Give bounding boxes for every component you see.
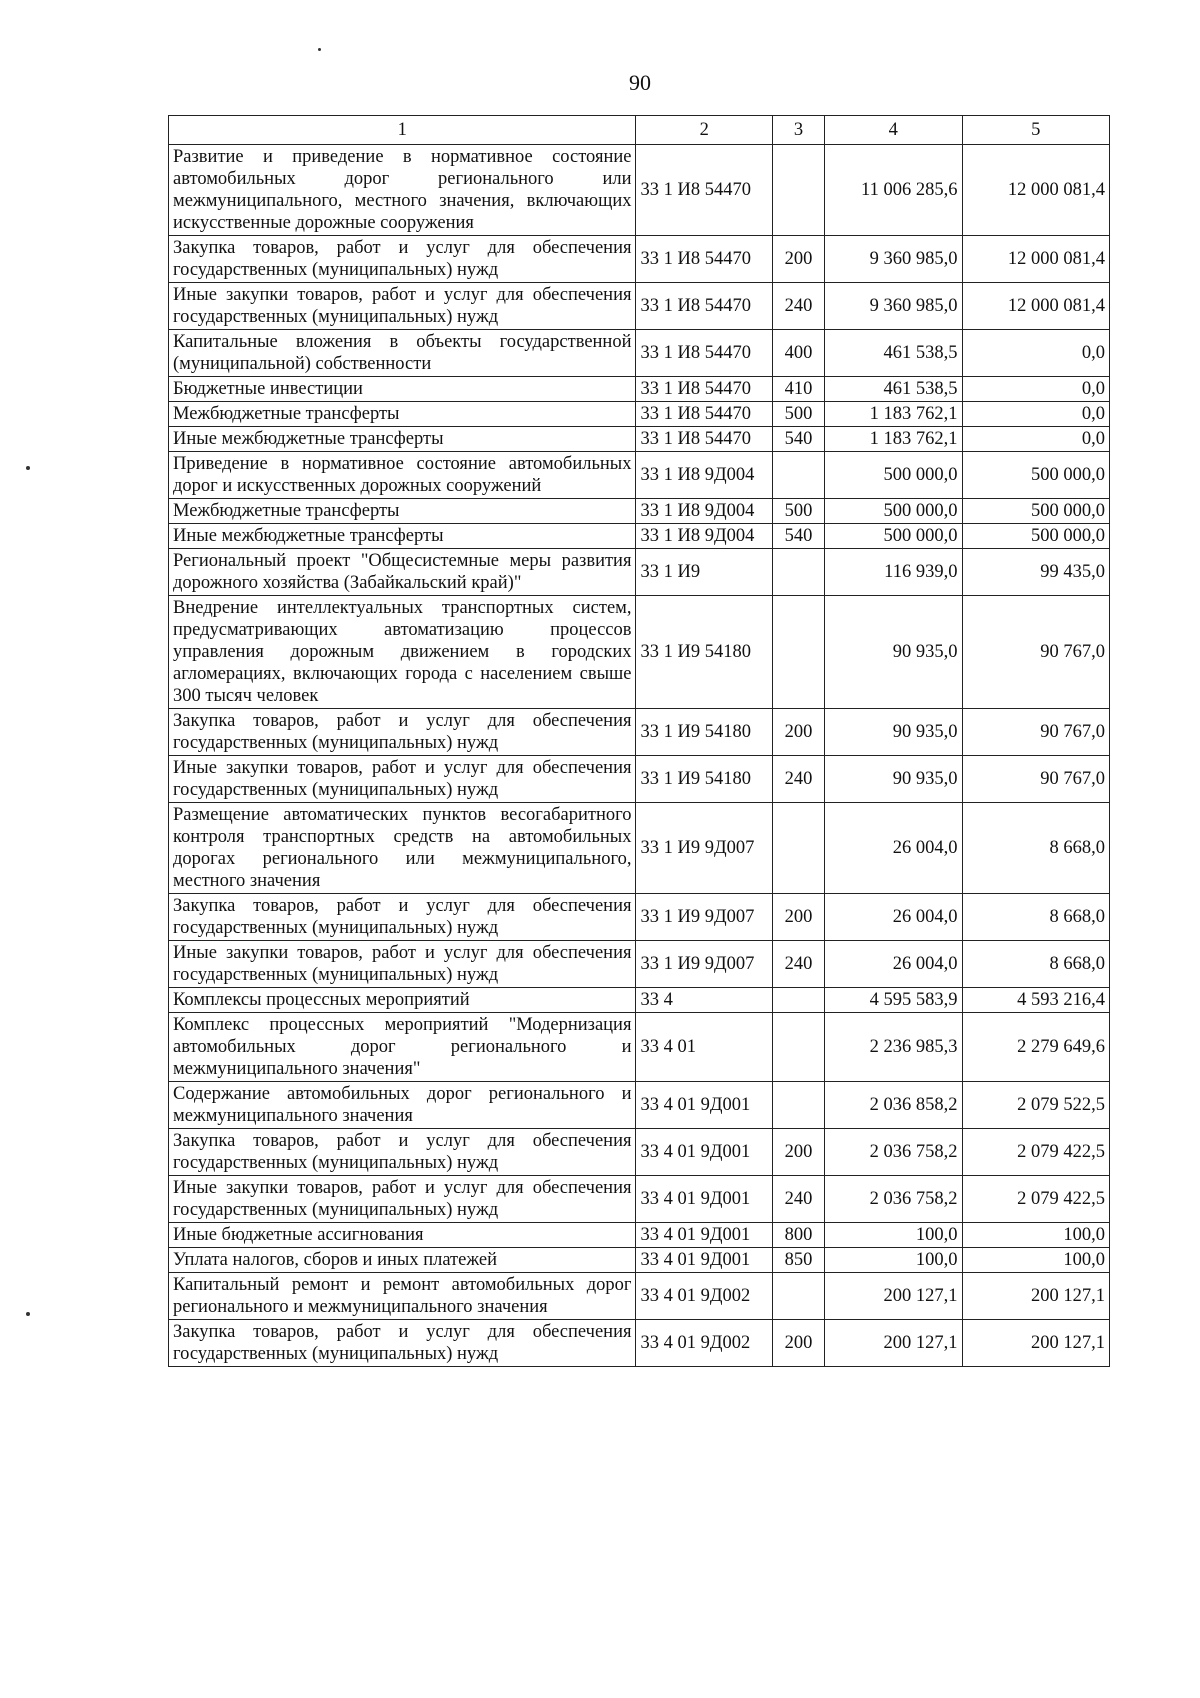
- row-name: Иные закупки товаров, работ и услуг для обеспечения государственных (муниципальных) нужд: [169, 1176, 636, 1223]
- row-target-code: 33 4 01: [636, 1013, 772, 1082]
- row-target-code: 33 1 И9 54180: [636, 596, 772, 709]
- header-col-4: 4: [825, 116, 962, 145]
- row-amount-year-1: 116 939,0: [825, 549, 962, 596]
- row-target-code: 33 4 01 9Д002: [636, 1273, 772, 1320]
- row-expense-type: [772, 596, 824, 709]
- row-expense-type: [772, 988, 824, 1013]
- row-name: Межбюджетные трансферты: [169, 402, 636, 427]
- row-target-code: 33 1 И9 9Д007: [636, 894, 772, 941]
- row-amount-year-1: 11 006 285,6: [825, 145, 962, 236]
- row-amount-year-1: 100,0: [825, 1248, 962, 1273]
- table-row: [169, 803, 1110, 894]
- row-amount-year-1: 1 183 762,1: [825, 402, 962, 427]
- row-amount-year-2: 2 079 522,5: [962, 1082, 1110, 1129]
- row-name: Приведение в нормативное состояние автомобильных дорог и искусственных дорожных сооружений: [169, 452, 636, 499]
- table-row: [169, 377, 1110, 402]
- row-target-code: 33 1 И9 54180: [636, 756, 772, 803]
- row-amount-year-2: 0,0: [962, 330, 1110, 377]
- row-target-code: 33 4 01 9Д001: [636, 1248, 772, 1273]
- row-amount-year-1: 2 036 758,2: [825, 1129, 962, 1176]
- table-row: [169, 1320, 1110, 1367]
- row-amount-year-1: 90 935,0: [825, 756, 962, 803]
- row-expense-type: 540: [772, 427, 824, 452]
- row-amount-year-2: 4 593 216,4: [962, 988, 1110, 1013]
- row-amount-year-2: 500 000,0: [962, 452, 1110, 499]
- table-row: [169, 1176, 1110, 1223]
- row-expense-type: [772, 145, 824, 236]
- row-target-code: 33 1 И9 9Д007: [636, 941, 772, 988]
- row-name: Закупка товаров, работ и услуг для обеспечения государственных (муниципальных) нужд: [169, 709, 636, 756]
- row-name: Межбюджетные трансферты: [169, 499, 636, 524]
- row-name: Иные межбюджетные трансферты: [169, 427, 636, 452]
- row-target-code: 33 1 И8 54470: [636, 427, 772, 452]
- row-expense-type: 240: [772, 283, 824, 330]
- row-expense-type: 200: [772, 236, 824, 283]
- row-expense-type: 400: [772, 330, 824, 377]
- table-row: [169, 427, 1110, 452]
- row-name: Закупка товаров, работ и услуг для обеспечения государственных (муниципальных) нужд: [169, 1129, 636, 1176]
- row-amount-year-1: 100,0: [825, 1223, 962, 1248]
- table-row: [169, 145, 1110, 236]
- row-amount-year-2: 90 767,0: [962, 756, 1110, 803]
- row-target-code: 33 1 И8 9Д004: [636, 499, 772, 524]
- row-target-code: 33 1 И8 54470: [636, 283, 772, 330]
- row-name: Иные бюджетные ассигнования: [169, 1223, 636, 1248]
- row-amount-year-2: 12 000 081,4: [962, 236, 1110, 283]
- row-amount-year-2: 500 000,0: [962, 499, 1110, 524]
- row-name: Иные закупки товаров, работ и услуг для обеспечения государственных (муниципальных) нужд: [169, 941, 636, 988]
- row-amount-year-2: 200 127,1: [962, 1320, 1110, 1367]
- table-row: [169, 524, 1110, 549]
- row-amount-year-1: 2 236 985,3: [825, 1013, 962, 1082]
- row-amount-year-1: 200 127,1: [825, 1273, 962, 1320]
- row-amount-year-2: 2 079 422,5: [962, 1129, 1110, 1176]
- table-row: [169, 988, 1110, 1013]
- row-target-code: 33 4 01 9Д001: [636, 1223, 772, 1248]
- row-expense-type: 240: [772, 1176, 824, 1223]
- row-target-code: 33 1 И9 9Д007: [636, 803, 772, 894]
- table-row: [169, 756, 1110, 803]
- row-expense-type: 200: [772, 1320, 824, 1367]
- row-amount-year-1: 1 183 762,1: [825, 427, 962, 452]
- table-row: [169, 1273, 1110, 1320]
- table-row: [169, 1082, 1110, 1129]
- row-target-code: 33 4: [636, 988, 772, 1013]
- row-target-code: 33 4 01 9Д001: [636, 1129, 772, 1176]
- row-amount-year-2: 100,0: [962, 1248, 1110, 1273]
- row-amount-year-2: 99 435,0: [962, 549, 1110, 596]
- row-amount-year-1: 500 000,0: [825, 524, 962, 549]
- row-expense-type: 800: [772, 1223, 824, 1248]
- row-amount-year-1: 500 000,0: [825, 452, 962, 499]
- table-header: [169, 116, 1110, 145]
- row-name: Размещение автоматических пунктов весогабаритного контроля транспортных средств на автомобильных дорогах регионального или межмуниципального, местного значения: [169, 803, 636, 894]
- row-target-code: 33 4 01 9Д002: [636, 1320, 772, 1367]
- row-expense-type: 240: [772, 941, 824, 988]
- row-name: Закупка товаров, работ и услуг для обеспечения государственных (муниципальных) нужд: [169, 1320, 636, 1367]
- row-name: Закупка товаров, работ и услуг для обеспечения государственных (муниципальных) нужд: [169, 236, 636, 283]
- row-name: Иные закупки товаров, работ и услуг для обеспечения государственных (муниципальных) нужд: [169, 756, 636, 803]
- table-row: [169, 941, 1110, 988]
- table-row: [169, 236, 1110, 283]
- table-row: [169, 402, 1110, 427]
- table-row: [169, 499, 1110, 524]
- row-name: Комплексы процессных мероприятий: [169, 988, 636, 1013]
- header-col-5: 5: [962, 116, 1110, 145]
- table-body: [169, 145, 1110, 1367]
- header-col-3: 3: [772, 116, 824, 145]
- row-amount-year-1: 9 360 985,0: [825, 236, 962, 283]
- row-amount-year-2: 12 000 081,4: [962, 145, 1110, 236]
- row-target-code: 33 1 И9: [636, 549, 772, 596]
- row-target-code: 33 1 И8 54470: [636, 402, 772, 427]
- table-row: [169, 1129, 1110, 1176]
- row-amount-year-2: 90 767,0: [962, 709, 1110, 756]
- row-amount-year-1: 461 538,5: [825, 330, 962, 377]
- row-amount-year-1: 90 935,0: [825, 709, 962, 756]
- row-amount-year-1: 2 036 858,2: [825, 1082, 962, 1129]
- row-amount-year-1: 2 036 758,2: [825, 1176, 962, 1223]
- table-row: [169, 330, 1110, 377]
- row-name: Закупка товаров, работ и услуг для обеспечения государственных (муниципальных) нужд: [169, 894, 636, 941]
- row-expense-type: 240: [772, 756, 824, 803]
- row-amount-year-1: 461 538,5: [825, 377, 962, 402]
- row-expense-type: [772, 803, 824, 894]
- row-amount-year-2: 90 767,0: [962, 596, 1110, 709]
- row-expense-type: 500: [772, 499, 824, 524]
- row-amount-year-2: 0,0: [962, 402, 1110, 427]
- row-amount-year-2: 200 127,1: [962, 1273, 1110, 1320]
- row-amount-year-2: 0,0: [962, 377, 1110, 402]
- row-expense-type: 410: [772, 377, 824, 402]
- row-amount-year-1: 26 004,0: [825, 941, 962, 988]
- scan-speck: [26, 466, 30, 470]
- row-amount-year-1: 4 595 583,9: [825, 988, 962, 1013]
- row-amount-year-2: 8 668,0: [962, 894, 1110, 941]
- row-target-code: 33 4 01 9Д001: [636, 1176, 772, 1223]
- page-number: 90: [629, 70, 651, 95]
- row-name: Развитие и приведение в нормативное состояние автомобильных дорог регионального или межмуниципального, местного значения, включающих искусственные дорожные сооружения: [169, 145, 636, 236]
- row-target-code: 33 1 И9 54180: [636, 709, 772, 756]
- row-expense-type: 200: [772, 709, 824, 756]
- row-amount-year-1: 90 935,0: [825, 596, 962, 709]
- scan-speck: [318, 48, 321, 51]
- table-row: [169, 549, 1110, 596]
- row-name: Уплата налогов, сборов и иных платежей: [169, 1248, 636, 1273]
- row-target-code: 33 1 И8 54470: [636, 145, 772, 236]
- row-amount-year-2: 8 668,0: [962, 941, 1110, 988]
- row-amount-year-1: 9 360 985,0: [825, 283, 962, 330]
- row-expense-type: [772, 549, 824, 596]
- row-expense-type: [772, 1082, 824, 1129]
- row-target-code: 33 1 И8 9Д004: [636, 524, 772, 549]
- row-target-code: 33 4 01 9Д001: [636, 1082, 772, 1129]
- scan-speck: [26, 1312, 30, 1316]
- row-amount-year-2: 12 000 081,4: [962, 283, 1110, 330]
- row-expense-type: 850: [772, 1248, 824, 1273]
- row-expense-type: 200: [772, 1129, 824, 1176]
- table-row: [169, 596, 1110, 709]
- row-target-code: 33 1 И8 9Д004: [636, 452, 772, 499]
- table-row: [169, 1013, 1110, 1082]
- row-amount-year-2: 500 000,0: [962, 524, 1110, 549]
- row-expense-type: [772, 1013, 824, 1082]
- budget-table: [168, 115, 1110, 1367]
- row-target-code: 33 1 И8 54470: [636, 330, 772, 377]
- row-expense-type: [772, 1273, 824, 1320]
- row-name: Содержание автомобильных дорог регионального и межмуниципального значения: [169, 1082, 636, 1129]
- row-expense-type: [772, 452, 824, 499]
- row-amount-year-2: 100,0: [962, 1223, 1110, 1248]
- row-name: Региональный проект "Общесистемные меры развития дорожного хозяйства (Забайкальский край)": [169, 549, 636, 596]
- row-name: Иные закупки товаров, работ и услуг для обеспечения государственных (муниципальных) нужд: [169, 283, 636, 330]
- row-name: Комплекс процессных мероприятий "Модернизация автомобильных дорог регионального и межмуниципального значения": [169, 1013, 636, 1082]
- row-target-code: 33 1 И8 54470: [636, 236, 772, 283]
- row-target-code: 33 1 И8 54470: [636, 377, 772, 402]
- header-col-1: 1: [169, 116, 636, 145]
- row-amount-year-2: 0,0: [962, 427, 1110, 452]
- row-name: Бюджетные инвестиции: [169, 377, 636, 402]
- row-amount-year-1: 200 127,1: [825, 1320, 962, 1367]
- table-row: [169, 894, 1110, 941]
- row-name: Внедрение интеллектуальных транспортных систем, предусматривающих автоматизацию процессов управления дорожным движением в городских агломерациях, включающих города с населением свыше 300 тысяч человек: [169, 596, 636, 709]
- row-amount-year-1: 500 000,0: [825, 499, 962, 524]
- row-expense-type: 500: [772, 402, 824, 427]
- row-name: Иные межбюджетные трансферты: [169, 524, 636, 549]
- row-name: Капитальные вложения в объекты государственной (муниципальной) собственности: [169, 330, 636, 377]
- row-amount-year-1: 26 004,0: [825, 803, 962, 894]
- table-row: [169, 709, 1110, 756]
- row-amount-year-1: 26 004,0: [825, 894, 962, 941]
- row-amount-year-2: 8 668,0: [962, 803, 1110, 894]
- table-row: [169, 1248, 1110, 1273]
- row-amount-year-2: 2 079 422,5: [962, 1176, 1110, 1223]
- row-expense-type: 540: [772, 524, 824, 549]
- table-row: [169, 283, 1110, 330]
- table-row: [169, 452, 1110, 499]
- row-amount-year-2: 2 279 649,6: [962, 1013, 1110, 1082]
- row-name: Капитальный ремонт и ремонт автомобильных дорог регионального и межмуниципального значения: [169, 1273, 636, 1320]
- header-row: [169, 116, 1110, 145]
- table-row: [169, 1223, 1110, 1248]
- header-col-2: 2: [636, 116, 772, 145]
- row-expense-type: 200: [772, 894, 824, 941]
